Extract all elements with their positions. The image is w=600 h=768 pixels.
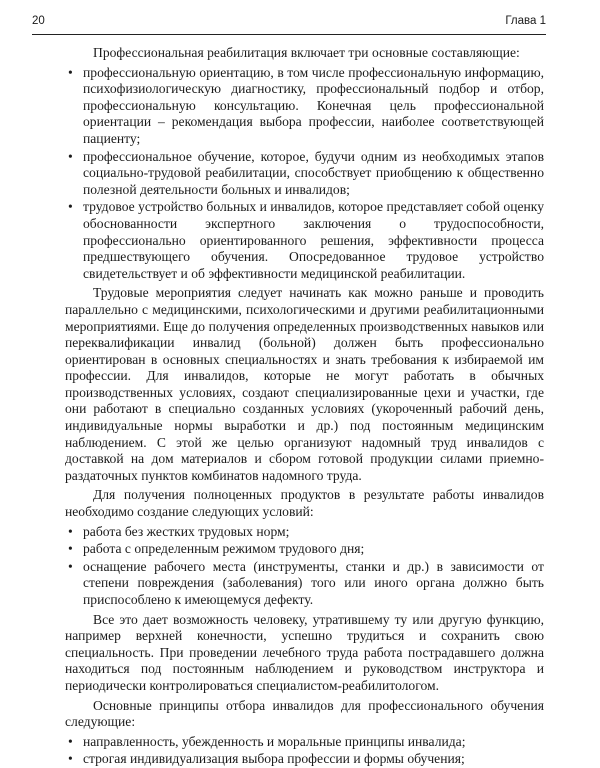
list-item bbox=[65, 541, 544, 558]
list-item-text: профессиональное обучение, которое, будучи одним из необходимых этапов социально-трудовой реабилитации, способствует приобщению к общественно полезной деятельности больных и инвалидов; bbox=[83, 148, 544, 197]
chapter-title: Глава 1 bbox=[505, 15, 546, 27]
paragraph-principles-intro: Основные принципы отбора инвалидов для профессионального обучения следующие: bbox=[65, 697, 544, 730]
paragraph-conditions-intro: Для получения полноценных продуктов в результате работы инвалидов необходимо создание следующих условий: bbox=[65, 487, 544, 520]
running-head bbox=[32, 12, 546, 35]
list-item-text: профессиональную ориентацию, в том числе профессиональную информацию, психофизиологическую диагностику, профессиональный подбор и отбор, профессиональную консультацию. Конечная цель профессиональной ориентации – рекомендация выбора профессии, наиболее соответствующей пациенту; bbox=[83, 64, 544, 146]
bullet-icon: • bbox=[68, 523, 73, 539]
bullet-icon: • bbox=[68, 733, 73, 749]
rehabilitation-components-list bbox=[65, 65, 544, 283]
work-conditions-list bbox=[65, 524, 544, 609]
list-item-text: строгая индивидуализация выбора профессии и формы обучения; bbox=[83, 751, 465, 767]
bullet-icon: • bbox=[68, 148, 73, 164]
paragraph-labor-measures: Трудовые мероприятия следует начинать как можно раньше и проводить параллельно с медицинскими, психологическими и другими реабилитационными мероприятиями. Еще до получения определенных производственных навыков или переквалификации инвалид (больной) должен быть профессионально ориентирован в основных специальностях и знать требования к избираемой им профессии. Для инвалидов, которые не могут работать в обычных производственных условиях, создают специализированные цехи и участки, где они работают в специально созданных условиях (укороченный рабочий день, индивидуальные нормы выработки и др.) под постоянным медицинским наблюдением. С этой же целью организуют надомный труд инвалидов с доставкой на дом материалов и сбором готовой продукции силами приемно-раздаточных пунктов комбинатов надомного труда. bbox=[65, 285, 544, 483]
list-item-text: работа с определенным режимом трудового дня; bbox=[83, 541, 365, 557]
list-item bbox=[65, 559, 544, 609]
list-item bbox=[65, 199, 544, 282]
list-item-text: трудовое устройство больных и инвалидов, которое представляет собой оценку обоснованности экспертного заключения о трудоспособности, профессионально ориентированного решения, эффективности процесса предшествующего обучения. Опосредованное трудовое устройство свидетельствует и об эффективности медицинской реабилитации. bbox=[83, 199, 544, 281]
bullet-icon: • bbox=[68, 558, 73, 574]
list-item-text: работа без жестких трудовых норм; bbox=[83, 523, 290, 539]
bullet-icon: • bbox=[68, 751, 73, 767]
list-item-text: оснащение рабочего места (инструменты, станки и др.) в зависимости от степени повреждения (заболевания) того или иного органа должно быть приспособлено к имеющемуся дефекту. bbox=[83, 558, 544, 607]
selection-principles-list bbox=[65, 734, 544, 768]
list-item bbox=[65, 751, 544, 768]
bullet-icon: • bbox=[68, 199, 73, 215]
list-item bbox=[65, 65, 544, 148]
page-body bbox=[65, 45, 544, 768]
page-number: 20 bbox=[32, 15, 45, 27]
paragraph-opportunity: Все это дает возможность человеку, утратившему ту или другую функцию, например верхней конечности, успешно трудиться и сохранить свою специальность. При проведении лечебного труда работа пострадавшего должна находиться под постоянным наблюдением и руководством инструктора и периодически контролироваться специалистом-реабилитологом. bbox=[65, 611, 544, 693]
list-item bbox=[65, 524, 544, 541]
paragraph-intro: Профессиональная реабилитация включает три основные составляющие: bbox=[93, 45, 520, 60]
list-item bbox=[65, 149, 544, 199]
bullet-icon: • bbox=[68, 541, 73, 557]
list-item bbox=[65, 734, 544, 751]
bullet-icon: • bbox=[68, 64, 73, 80]
list-item-text: направленность, убежденность и моральные принципы инвалида; bbox=[83, 733, 466, 749]
